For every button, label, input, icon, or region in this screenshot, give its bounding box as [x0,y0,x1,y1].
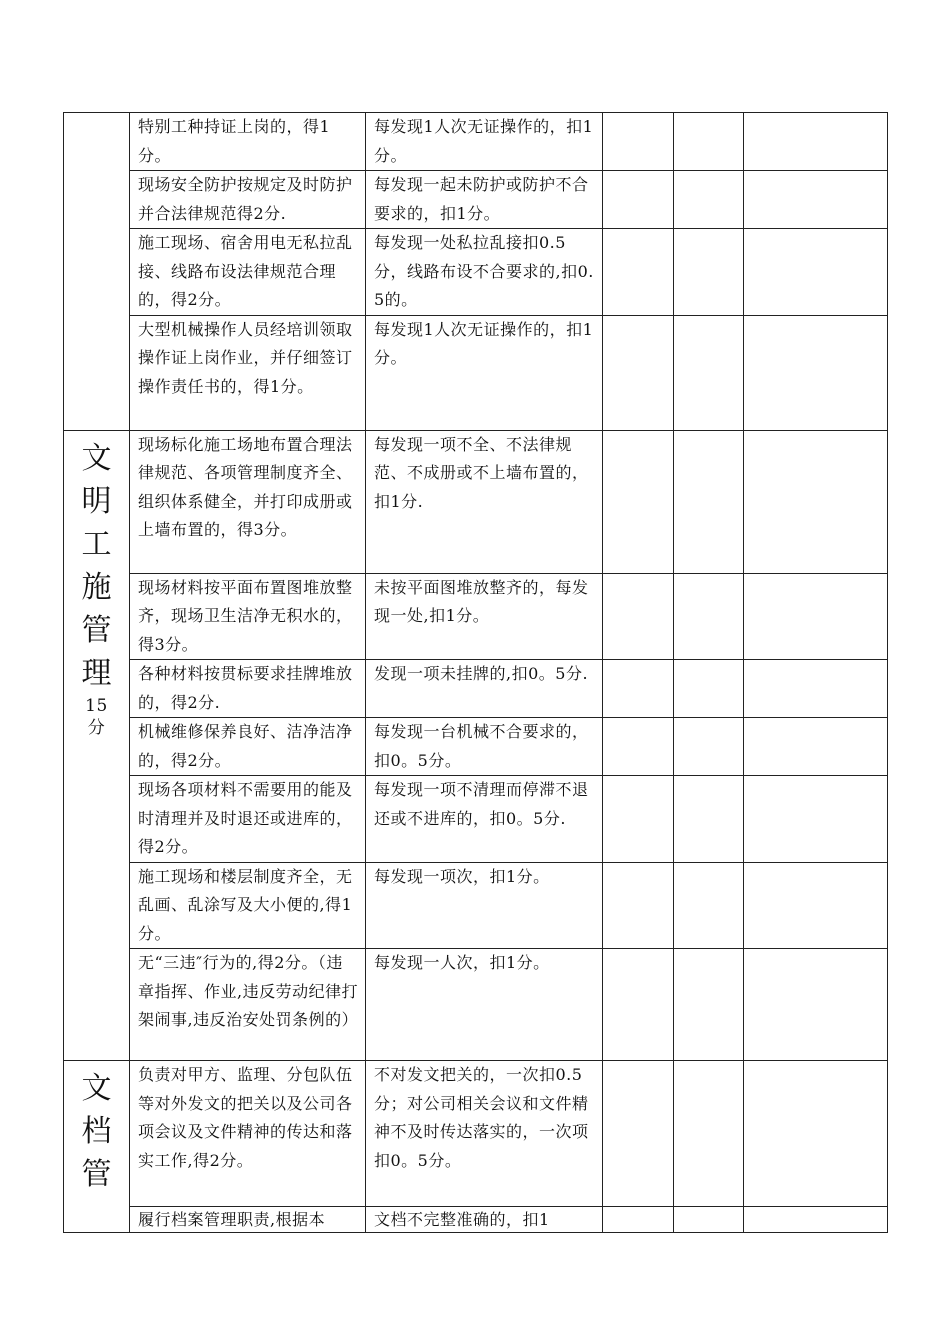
score-cell [674,315,744,430]
remark-cell [744,229,888,316]
scoring-table [63,112,888,1233]
score-cell [674,862,744,949]
standard-cell: 无“三违″行为的,得2分。（违章指挥、作业,违反劳动纪律打架闹事,违反治安处罚条例的） [130,949,366,1061]
score-cell [674,1061,744,1207]
remark-cell [744,1207,888,1233]
deduction-cell: 未按平面图堆放整齐的，每发现一处,扣1分。 [366,573,603,660]
deduction-cell: 文档不完整准确的，扣1 [366,1207,603,1233]
score-cell [674,171,744,229]
score-cell [603,660,674,718]
remark-cell [744,113,888,171]
standard-cell: 各种材料按贯标要求挂牌堆放的，得2分. [130,660,366,718]
standard-cell: 施工现场、宿舍用电无私拉乱接、线路布设法律规范合理的，得2分。 [130,229,366,316]
deduction-cell: 每发现1人次无证操作的，扣1分。 [366,315,603,430]
category-score-unit: 分 [87,717,106,738]
remark-cell [744,1061,888,1207]
category-char: 理 [81,655,112,691]
category-char: 明 [81,483,112,519]
score-cell [603,1207,674,1233]
remark-cell [744,949,888,1061]
deduction-cell: 每发现一起未防护或防护不合要求的，扣1分。 [366,171,603,229]
score-cell [603,862,674,949]
score-cell [603,171,674,229]
table-row [64,1207,888,1233]
table-row [64,949,888,1061]
score-cell [674,776,744,863]
standard-cell: 现场材料按平面布置图堆放整齐，现场卫生洁净无积水的，得3分。 [130,573,366,660]
remark-cell [744,776,888,863]
remark-cell [744,862,888,949]
score-cell [603,1061,674,1207]
score-cell [674,573,744,660]
score-cell [603,113,674,171]
table-row [64,113,888,171]
deduction-cell: 每发现一处私拉乱接扣0.5分，线路布设不合要求的,扣0.5的。 [366,229,603,316]
deduction-cell: 发现一项未挂牌的,扣0。5分. [366,660,603,718]
score-cell [674,113,744,171]
table-row [64,1061,888,1207]
deduction-cell: 每发现1人次无证操作的，扣1分。 [366,113,603,171]
remark-cell [744,171,888,229]
score-cell [674,1207,744,1233]
category-score: 15 [85,695,108,716]
table-row [64,573,888,660]
category-cell-civilized-construction [64,430,130,1061]
category-char: 管 [81,1157,112,1192]
score-cell [674,430,744,573]
standard-cell: 现场安全防护按规定及时防护并合法律规范得2分. [130,171,366,229]
table-row [64,862,888,949]
score-cell [603,430,674,573]
score-cell [674,949,744,1061]
standard-cell: 施工现场和楼层制度齐全，无乱画、乱涂写及大小便的,得1分。 [130,862,366,949]
table-row [64,430,888,573]
table-row [64,229,888,316]
standard-cell: 特别工种持证上岗的，得1分。 [130,113,366,171]
deduction-cell: 每发现一项不清理而停滞不退还或不进库的，扣0。5分. [366,776,603,863]
deduction-cell: 每发现一台机械不合要求的，扣0。5分。 [366,718,603,776]
table-row [64,776,888,863]
category-char: 施 [81,569,112,605]
table-row [64,718,888,776]
deduction-cell: 每发现一项次，扣1分。 [366,862,603,949]
score-cell [603,949,674,1061]
remark-cell [744,573,888,660]
score-cell [603,718,674,776]
score-cell [674,229,744,316]
score-cell [674,718,744,776]
category-char: 文 [81,1071,112,1106]
standard-cell: 机械维修保养良好、洁净洁净的，得2分。 [130,718,366,776]
remark-cell [744,315,888,430]
deduction-cell: 不对发文把关的，一次扣0.5分；对公司相关会议和文件精神不及时传达落实的，一次项扣0。5分。 [366,1061,603,1207]
remark-cell [744,660,888,718]
remark-cell [744,718,888,776]
table-row [64,660,888,718]
category-cell-empty [64,113,130,431]
score-cell [603,229,674,316]
category-char: 管 [81,612,112,648]
standard-cell: 大型机械操作人员经培训领取操作证上岗作业，并仔细签订操作责任书的，得1分。 [130,315,366,430]
remark-cell [744,430,888,573]
category-cell-document-management [64,1061,130,1233]
category-char: 档 [81,1114,112,1149]
score-cell [674,660,744,718]
score-cell [603,776,674,863]
standard-cell: 现场各项材料不需要用的能及时清理并及时退还或进库的，得2分。 [130,776,366,863]
standard-cell: 履行档案管理职责,根据本 [130,1207,366,1233]
category-char: 文 [81,440,112,476]
standard-cell: 现场标化施工场地布置合理法律规范、各项管理制度齐全、组织体系健全，并打印成册或上墙布置的，得3分。 [130,430,366,573]
standard-cell: 负责对甲方、监理、分包队伍等对外发文的把关以及公司各项会议及文件精神的传达和落实工作,得2分。 [130,1061,366,1207]
category-char: 工 [81,526,112,562]
table-row [64,171,888,229]
score-cell [603,573,674,660]
score-cell [603,315,674,430]
table-row [64,315,888,430]
deduction-cell: 每发现一项不全、不法律规范、不成册或不上墙布置的，扣1分. [366,430,603,573]
deduction-cell: 每发现一人次，扣1分。 [366,949,603,1061]
